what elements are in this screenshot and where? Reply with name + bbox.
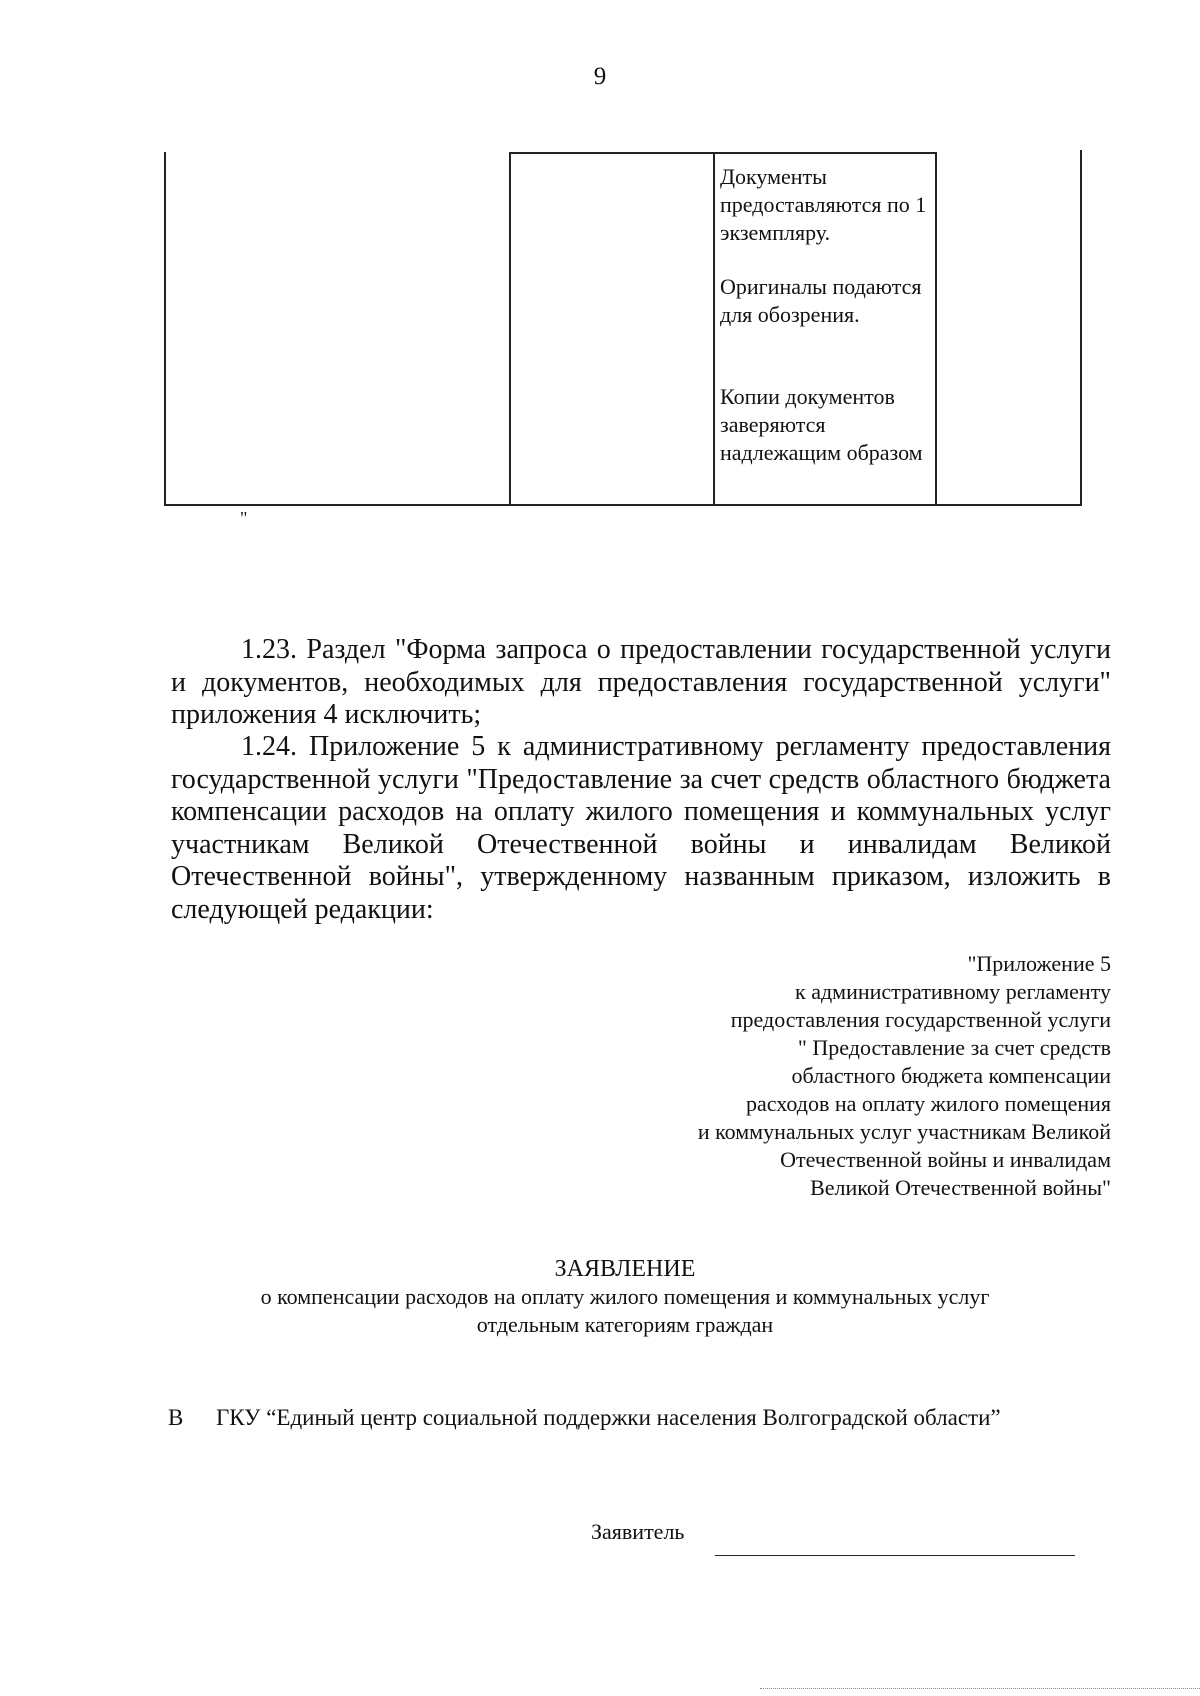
appendix-heading-line: " Предоставление за счет средств bbox=[797, 1035, 1111, 1060]
table-cell-paragraph: Копии документов заверяются надлежащим образом bbox=[720, 384, 923, 465]
table-column-divider bbox=[164, 152, 166, 505]
addressee-prefix: В bbox=[168, 1405, 184, 1430]
appendix-heading bbox=[560, 950, 1111, 1202]
applicant-signature-line[interactable] bbox=[715, 1555, 1075, 1556]
table-column-divider bbox=[713, 152, 715, 505]
closing-quote-mark: " bbox=[240, 508, 248, 528]
appendix-heading-line: расходов на оплату жилого помещения bbox=[746, 1091, 1111, 1116]
table-cell-paragraph: Документы предоставляются по 1 экземпляру. bbox=[720, 164, 927, 245]
appendix-heading-line: областного бюджета компенсации bbox=[791, 1063, 1111, 1088]
statement-subtitle-line: о компенсации расходов на оплату жилого помещения и коммунальных услуг bbox=[260, 1284, 990, 1309]
statement-title: ЗАЯВЛЕНИЕ bbox=[554, 1256, 696, 1282]
addressee: ГКУ “Единый центр социальной поддержки населения Волгоградской области” bbox=[216, 1405, 1001, 1430]
appendix-heading-line: "Приложение 5 bbox=[967, 951, 1111, 976]
appendix-heading-line: Великой Отечественной войны" bbox=[810, 1175, 1111, 1200]
paragraph-1-23: 1.23. Раздел "Форма запроса о предоставлении государственной услуги и документов, необходимых для предоставления государственной услуги" приложения 4 исключить; bbox=[171, 634, 1111, 730]
table-column-divider bbox=[509, 152, 511, 505]
applicant-label: Заявитель bbox=[591, 1519, 685, 1544]
table-top-border bbox=[510, 152, 936, 154]
page-number: 9 bbox=[593, 63, 607, 90]
appendix-heading-line: и коммунальных услуг участникам Великой bbox=[697, 1119, 1111, 1144]
table-column-divider bbox=[1080, 150, 1082, 505]
statement-subtitle bbox=[0, 1283, 1200, 1339]
appendix-heading-line: Отечественной войны и инвалидам bbox=[780, 1147, 1111, 1172]
table-bottom-border bbox=[164, 504, 1082, 506]
statement-subtitle-line: отдельным категориям граждан bbox=[476, 1312, 774, 1337]
appendix-heading-line: к административному регламенту bbox=[795, 979, 1111, 1004]
table-column-divider bbox=[935, 152, 937, 505]
footer-dotted-line bbox=[760, 1688, 1200, 1689]
paragraph-1-24: 1.24. Приложение 5 к административному регламенту предоставления государственной услуги "Предоставление за счет средств областного бюджета компенсации расходов на оплату жилого помещения и коммунальных услуг участникам Великой Отечественной войны и инвалидам Великой Отечественной войны", утвержденному названным приказом, изложить в следующей редакции: bbox=[171, 731, 1111, 925]
appendix-heading-line: предоставления государственной услуги bbox=[730, 1007, 1111, 1032]
table-cell-paragraph: Оригиналы подаются для обозрения. bbox=[720, 274, 922, 327]
